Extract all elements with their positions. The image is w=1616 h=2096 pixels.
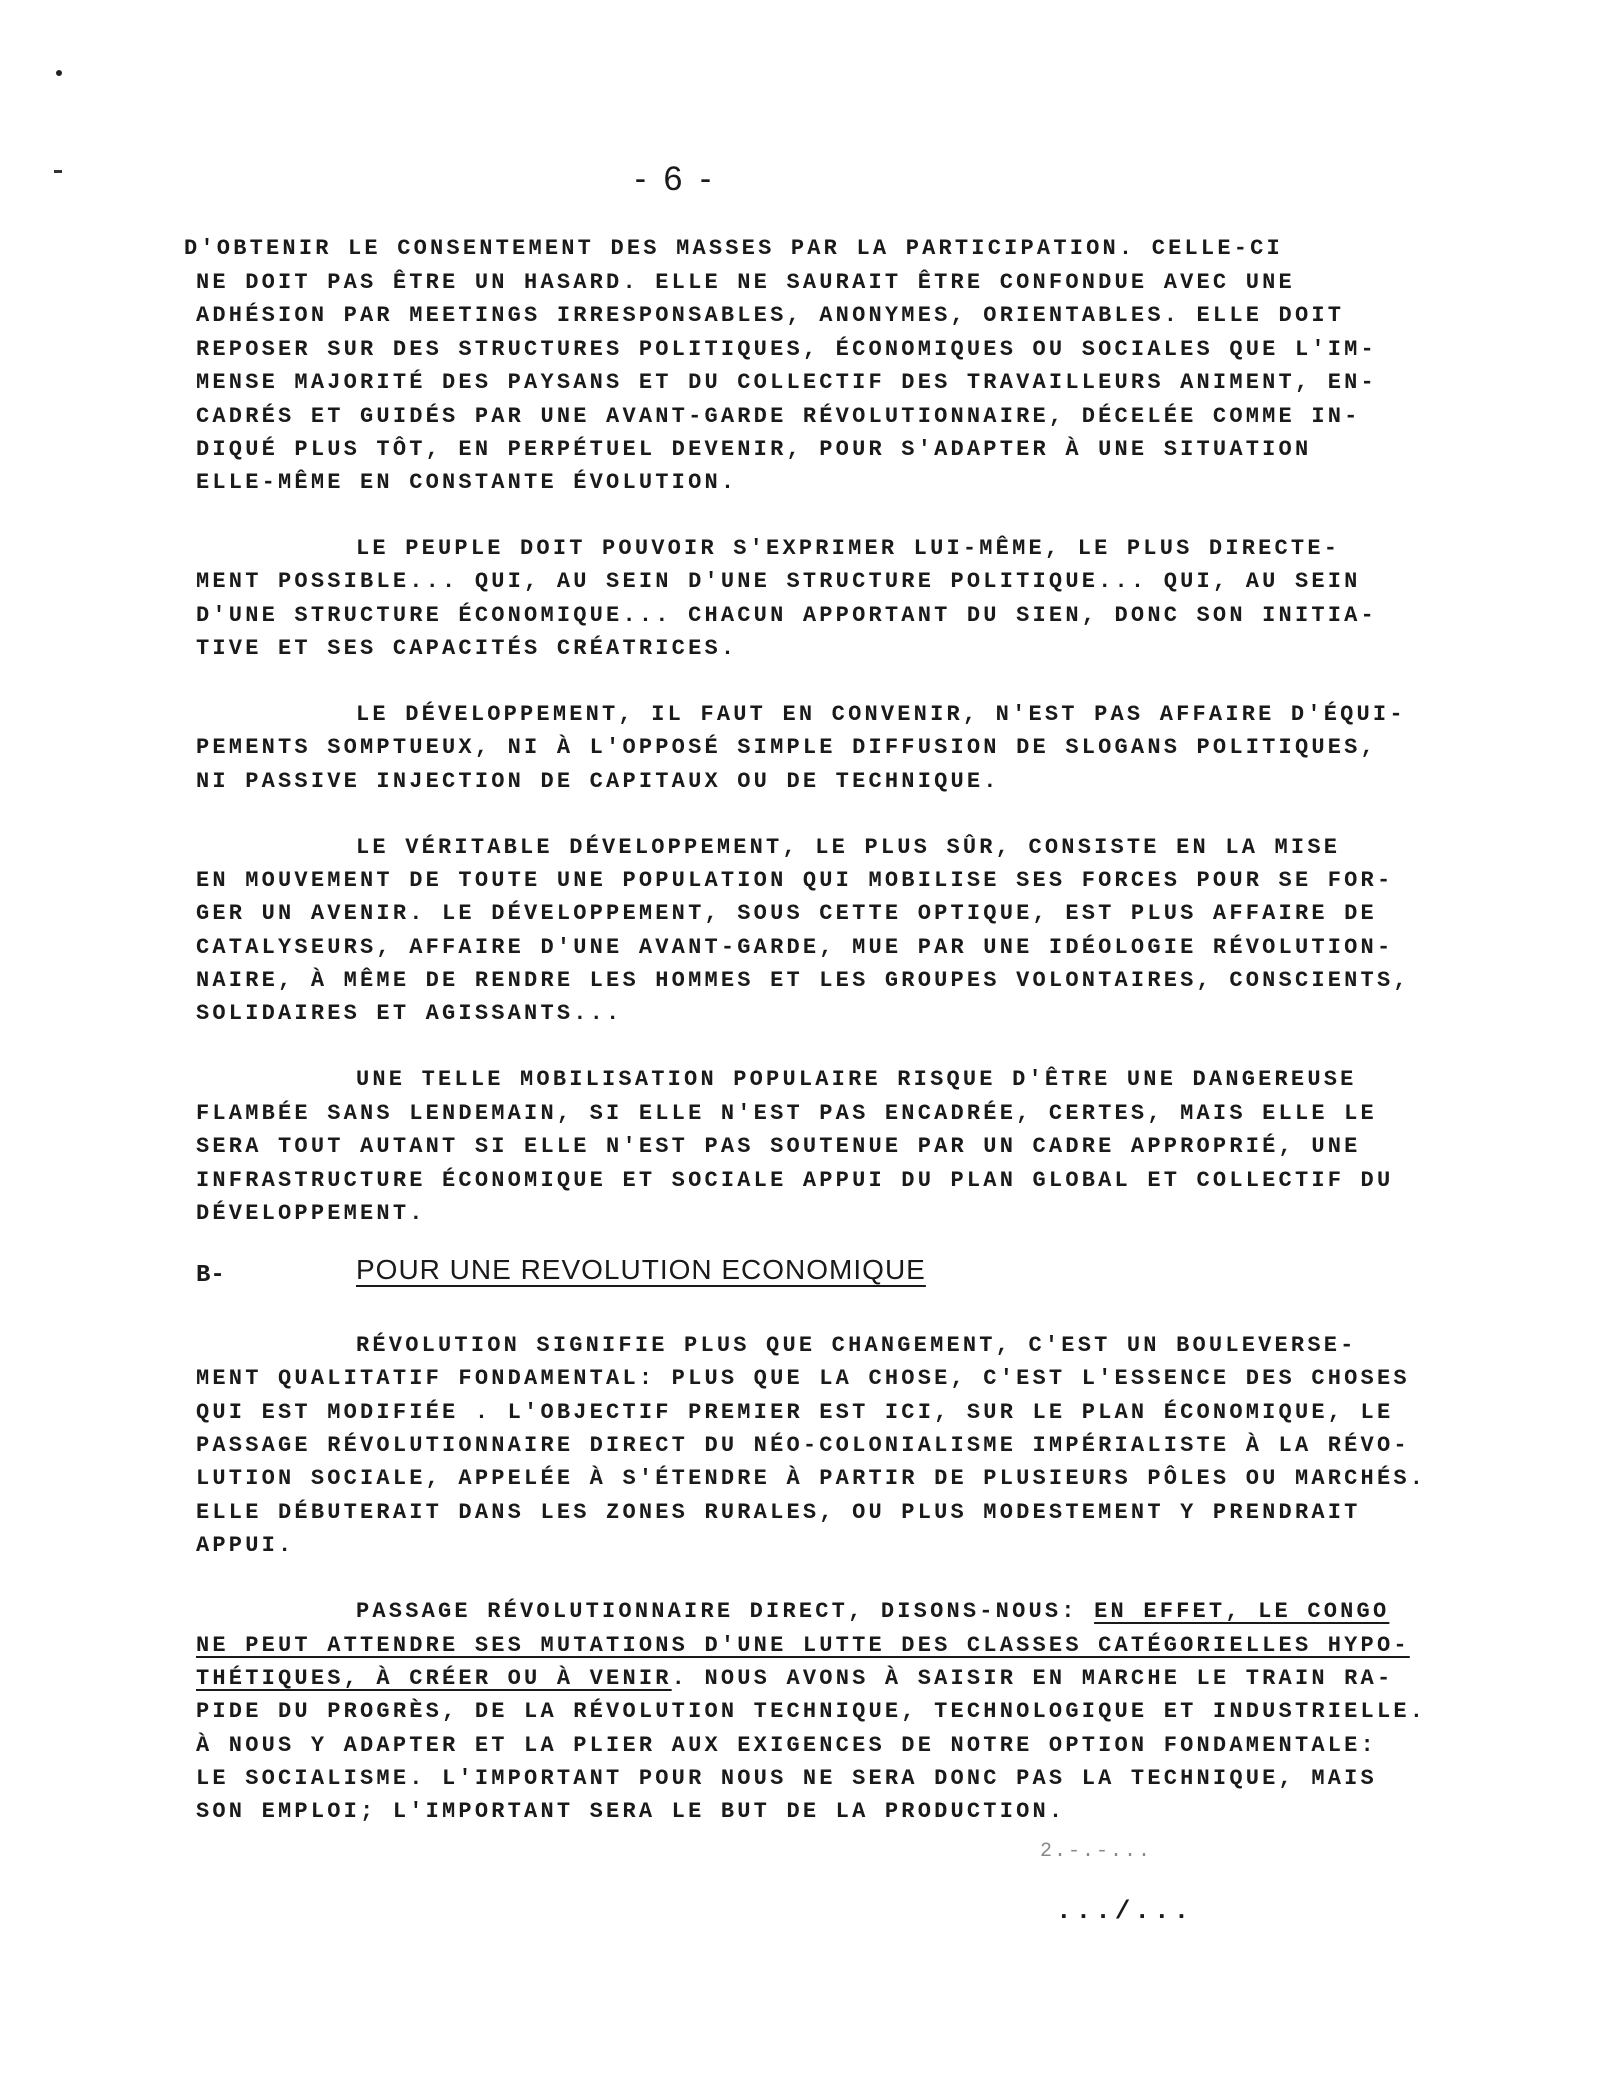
text-line: FLAMBÉE SANS LENDEMAIN, SI ELLE N'EST PAS ENCADRÉE, CERTES, MAIS ELLE LE (196, 1101, 1377, 1126)
underlined-text: THÉTIQUES, À CRÉER OU À VENIR (196, 1666, 672, 1691)
continuation-marker: .../... (1056, 1896, 1194, 1926)
text-line: RÉVOLUTION SIGNIFIE PLUS QUE CHANGEMENT, C'EST UN BOULEVERSE- (356, 1333, 1357, 1358)
text-line: ADHÉSION PAR MEETINGS IRRESPONSABLES, ANONYMES, ORIENTABLES. ELLE DOIT (196, 303, 1345, 328)
text-line: EN MOUVEMENT DE TOUTE UNE POPULATION QUI MOBILISE SES FORCES POUR SE FOR- (196, 868, 1394, 893)
text-line: GER UN AVENIR. LE DÉVELOPPEMENT, SOUS CETTE OPTIQUE, EST PLUS AFFAIRE DE (196, 901, 1377, 926)
text-line: PEMENTS SOMPTUEUX, NI À L'OPPOSÉ SIMPLE DIFFUSION DE SLOGANS POLITIQUES, (196, 735, 1377, 760)
text-line: ELLE DÉBUTERAIT DANS LES ZONES RURALES, OU PLUS MODESTEMENT Y PRENDRAIT (196, 1500, 1361, 1525)
text-line: UNE TELLE MOBILISATION POPULAIRE RISQUE D'ÊTRE UNE DANGEREUSE (356, 1067, 1357, 1092)
text-line: MENSE MAJORITÉ DES PAYSANS ET DU COLLECTIF DES TRAVAILLEURS ANIMENT, EN- (196, 370, 1377, 395)
underlined-text: EN EFFET, LE CONGO (1094, 1599, 1390, 1624)
text-line: REPOSER SUR DES STRUCTURES POLITIQUES, ÉCONOMIQUES OU SOCIALES QUE L'IM- (196, 337, 1377, 362)
text-line: D'UNE STRUCTURE ÉCONOMIQUE... CHACUN APPORTANT DU SIEN, DONC SON INITIA- (196, 603, 1377, 628)
text-line: D'OBTENIR LE CONSENTEMENT DES MASSES PAR LA PARTICIPATION. CELLE-CI (184, 236, 1283, 261)
text-line: TIVE ET SES CAPACITÉS CRÉATRICES. (196, 636, 738, 661)
text-line: SOLIDAIRES ET AGISSANTS... (196, 1001, 623, 1026)
text-line: PIDE DU PROGRÈS, DE LA RÉVOLUTION TECHNIQUE, TECHNOLOGIQUE ET INDUSTRIELLE. (196, 1699, 1427, 1724)
section-title: POUR UNE REVOLUTION ECONOMIQUE (356, 1254, 926, 1285)
text-line (196, 1666, 1393, 1691)
text-line: APPUI. (196, 1533, 295, 1558)
text-line: LUTION SOCIALE, APPELÉE À S'ÉTENDRE À PARTIR DE PLUSIEURS PÔLES OU MARCHÉS. (196, 1466, 1427, 1491)
text-line: NI PASSIVE INJECTION DE CAPITAUX OU DE TECHNIQUE. (196, 769, 1000, 794)
text-line: SON EMPLOI; L'IMPORTANT SERA LE BUT DE LA PRODUCTION. (196, 1799, 1066, 1824)
text-line: À NOUS Y ADAPTER ET LA PLIER AUX EXIGENCES DE NOTRE OPTION FONDAMENTALE: (196, 1733, 1377, 1758)
section-label: B- (196, 1262, 225, 1289)
text-line: CADRÉS ET GUIDÉS PAR UNE AVANT-GARDE RÉVOLUTIONNAIRE, DÉCELÉE COMME IN- (196, 404, 1361, 429)
page-number: - 6 - (634, 160, 716, 198)
text-line: DÉVELOPPEMENT. (196, 1201, 426, 1226)
text-line: QUI EST MODIFIÉE . L'OBJECTIF PREMIER EST ICI, SUR LE PLAN ÉCONOMIQUE, LE (196, 1400, 1394, 1425)
text-line: MENT QUALITATIF FONDAMENTAL: PLUS QUE LA CHOSE, C'EST L'ESSENCE DES CHOSES (196, 1366, 1410, 1391)
text-line (356, 1599, 1389, 1624)
text-line: INFRASTRUCTURE ÉCONOMIQUE ET SOCIALE APPUI DU PLAN GLOBAL ET COLLECTIF DU (196, 1168, 1394, 1193)
text-line: CATALYSEURS, AFFAIRE D'UNE AVANT-GARDE, MUE PAR UNE IDÉOLOGIE RÉVOLUTION- (196, 935, 1394, 960)
text-line: ELLE-MÊME EN CONSTANTE ÉVOLUTION. (196, 470, 738, 495)
text-line: LE DÉVELOPPEMENT, IL FAUT EN CONVENIR, N'EST PAS AFFAIRE D'ÉQUI- (356, 702, 1406, 727)
handwritten-scribble: 2.-.-... (1040, 1840, 1153, 1863)
text-line: LE VÉRITABLE DÉVELOPPEMENT, LE PLUS SÛR, CONSISTE EN LA MISE (356, 835, 1341, 860)
text-line: NE DOIT PAS ÊTRE UN HASARD. ELLE NE SAURAIT ÊTRE CONFONDUE AVEC UNE (196, 270, 1295, 295)
margin-dot (56, 70, 62, 76)
text-span: . NOUS AVONS À SAISIR EN MARCHE LE TRAIN RA- (671, 1666, 1394, 1691)
text-line: LE PEUPLE DOIT POUVOIR S'EXPRIMER LUI-MÊME, LE PLUS DIRECTE- (356, 536, 1341, 561)
text-line: NAIRE, À MÊME DE RENDRE LES HOMMES ET LES GROUPES VOLONTAIRES, CONSCIENTS, (196, 968, 1410, 993)
text-line: LE SOCIALISME. L'IMPORTANT POUR NOUS NE SERA DONC PAS LA TECHNIQUE, MAIS (196, 1766, 1377, 1791)
text-line: DIQUÉ PLUS TÔT, EN PERPÉTUEL DEVENIR, POUR S'ADAPTER À UNE SITUATION (196, 437, 1312, 462)
text-line: SERA TOUT AUTANT SI ELLE N'EST PAS SOUTENUE PAR UN CADRE APPROPRIÉ, UNE (196, 1134, 1361, 1159)
underlined-text-line: NE PEUT ATTENDRE SES MUTATIONS D'UNE LUTTE DES CLASSES CATÉGORIELLES HYPO- (196, 1633, 1410, 1658)
text-span: PASSAGE RÉVOLUTIONNAIRE DIRECT, DISONS-NOUS: (356, 1599, 1095, 1624)
text-line: PASSAGE RÉVOLUTIONNAIRE DIRECT DU NÉO-COLONIALISME IMPÉRIALISTE À LA RÉVO- (196, 1433, 1410, 1458)
text-line: MENT POSSIBLE... QUI, AU SEIN D'UNE STRUCTURE POLITIQUE... QUI, AU SEIN (196, 569, 1361, 594)
